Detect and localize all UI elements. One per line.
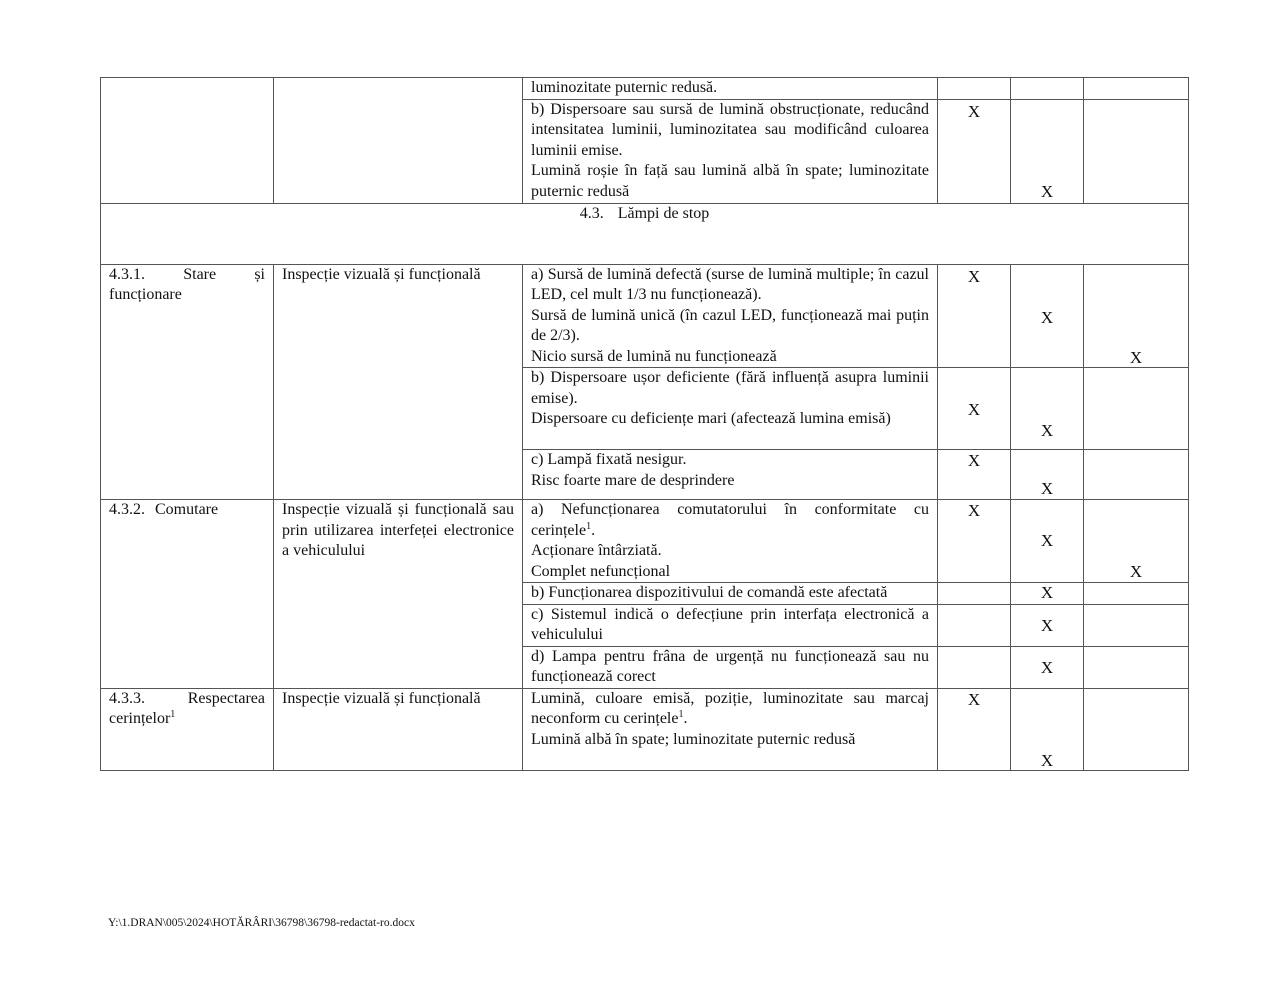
dangerous-cell xyxy=(1084,604,1189,646)
method-label: Inspecție vizuală și funcțională sau prin utilizarea interfeței electronice a vehiculului xyxy=(282,501,514,559)
x-mark: X xyxy=(967,451,981,470)
x-mark: X xyxy=(1040,615,1054,635)
defect-text: Lumină roșie în față sau lumină albă în spate; luminozitate puternic redusă xyxy=(531,162,929,200)
item-label: 4.3.3. Respectarea cerințelor xyxy=(109,689,265,727)
defect-text: c) Sistemul indică o defecțiune prin interfața electronică a vehiculului xyxy=(531,605,929,643)
major-cell xyxy=(1011,450,1084,500)
item-cell xyxy=(101,264,274,500)
x-mark: X xyxy=(967,400,981,419)
x-mark: X xyxy=(1040,421,1054,440)
x-mark: X xyxy=(1040,531,1054,550)
defect-cell xyxy=(523,604,938,646)
dangerous-cell xyxy=(1084,78,1189,100)
dangerous-cell xyxy=(1084,264,1189,368)
method-label: Inspecție vizuală și funcțională xyxy=(282,265,481,283)
defect-cell xyxy=(523,78,938,100)
defect-text: luminozitate puternic redusă. xyxy=(531,79,718,96)
defect-text: Nicio sursă de lumină nu funcționează xyxy=(531,347,777,365)
item-cell xyxy=(101,500,274,689)
dangerous-cell xyxy=(1084,646,1189,688)
minor-cell xyxy=(938,99,1011,203)
item-cell xyxy=(101,688,274,770)
defect-text-end: . xyxy=(683,710,688,727)
item-label: 4.3.2. Comutare xyxy=(109,501,219,518)
table-row xyxy=(101,264,1189,368)
dangerous-cell xyxy=(1084,500,1189,583)
defect-text-part: a) Nefuncționarea comutatorului în conformitate cu cerințele xyxy=(531,501,929,539)
defect-text: Lumină albă în spate; luminozitate puternic redusă xyxy=(531,730,856,748)
defect-text: b) Dispersoare ușor deficiente (fără influență asupra luminii emise). xyxy=(531,369,929,407)
x-mark: X xyxy=(1040,750,1054,770)
x-mark: X xyxy=(967,501,981,520)
defect-text xyxy=(531,689,929,730)
x-mark: X xyxy=(1040,479,1054,498)
major-cell xyxy=(1011,78,1084,100)
defect-text: Sursă de lumină unică (în cazul LED, funcționează mai puțin de 2/3). xyxy=(531,306,929,344)
defect-text-end: . xyxy=(591,521,596,539)
minor-cell xyxy=(938,688,1011,770)
defect-text: a) Sursă de lumină defectă (surse de lumină multiple; în cazul LED, cel mult 1/3 nu funcționează). xyxy=(531,265,929,303)
item-label: 4.3.1. Stare și funcționare xyxy=(109,265,265,303)
x-mark: X xyxy=(1129,562,1143,581)
method-cell xyxy=(274,78,523,204)
minor-cell xyxy=(938,604,1011,646)
table-row xyxy=(101,78,1189,100)
footer-file-path: Y:\1.DRAN\005\2024\HOTĂRÂRI\36798\36798-redactat-ro.docx xyxy=(108,917,415,929)
table-row xyxy=(101,688,1189,770)
minor-cell xyxy=(938,368,1011,450)
defect-text: Acționare întârziată. xyxy=(531,542,662,559)
x-mark: X xyxy=(1040,657,1054,677)
item-cell xyxy=(101,78,274,204)
x-mark: X xyxy=(967,689,981,709)
major-cell xyxy=(1011,688,1084,770)
dangerous-cell xyxy=(1084,450,1189,500)
defect-text: Complet nefuncțional xyxy=(531,562,671,580)
dangerous-cell xyxy=(1084,368,1189,450)
defect-cell xyxy=(523,99,938,203)
x-mark: X xyxy=(1040,583,1054,602)
x-mark: X xyxy=(1129,347,1143,367)
defect-cell xyxy=(523,688,938,770)
defect-text: Risc foarte mare de desprindere xyxy=(531,471,735,489)
major-cell xyxy=(1011,368,1084,450)
minor-cell xyxy=(938,500,1011,583)
major-cell xyxy=(1011,646,1084,688)
footnote-ref: 1 xyxy=(678,709,684,720)
major-cell xyxy=(1011,583,1084,605)
dangerous-cell xyxy=(1084,583,1189,605)
major-cell xyxy=(1011,500,1084,583)
defect-text: b) Funcționarea dispozitivului de comandă este afectată xyxy=(531,584,888,601)
defect-cell xyxy=(523,583,938,605)
major-cell xyxy=(1011,604,1084,646)
footnote-ref: 1 xyxy=(170,709,176,720)
minor-cell xyxy=(938,450,1011,500)
section-title: Lămpi de stop xyxy=(617,204,710,222)
section-number: 4.3. xyxy=(579,204,604,222)
dangerous-cell xyxy=(1084,688,1189,770)
x-mark: X xyxy=(1040,181,1054,201)
defect-cell xyxy=(523,264,938,368)
section-heading xyxy=(101,203,1189,264)
x-mark: X xyxy=(967,101,981,121)
defect-cell xyxy=(523,368,938,450)
defect-cell xyxy=(523,450,938,500)
section-heading-row xyxy=(101,203,1189,264)
dangerous-cell xyxy=(1084,99,1189,203)
defect-text: Dispersoare cu deficiențe mari (afectează lumina emisă) xyxy=(531,410,891,427)
major-cell xyxy=(1011,99,1084,203)
major-cell xyxy=(1011,264,1084,368)
footnote-ref: 1 xyxy=(586,520,592,532)
defect-text: c) Lampă fixată nesigur. xyxy=(531,451,687,468)
method-cell xyxy=(274,500,523,689)
minor-cell xyxy=(938,583,1011,605)
defect-cell xyxy=(523,646,938,688)
defect-text xyxy=(531,500,929,541)
method-cell xyxy=(274,264,523,500)
defect-text: d) Lampa pentru frâna de urgență nu funcționează sau nu funcționează corect xyxy=(531,647,929,685)
table-row xyxy=(101,500,1189,583)
x-mark: X xyxy=(1040,307,1054,327)
defects-table xyxy=(100,77,1189,771)
defect-text: b) Dispersoare sau sursă de lumină obstrucționate, reducând intensitatea luminii, luminozitatea sau modificând culoarea luminii emise. xyxy=(531,100,929,159)
method-label: Inspecție vizuală și funcțională xyxy=(282,689,481,707)
minor-cell xyxy=(938,264,1011,368)
x-mark: X xyxy=(967,266,981,286)
minor-cell xyxy=(938,646,1011,688)
defect-cell xyxy=(523,500,938,583)
defect-text-part: Lumină, culoare emisă, poziție, luminozitate sau marcaj neconform cu cerințele xyxy=(531,689,929,727)
method-cell xyxy=(274,688,523,770)
minor-cell xyxy=(938,78,1011,100)
